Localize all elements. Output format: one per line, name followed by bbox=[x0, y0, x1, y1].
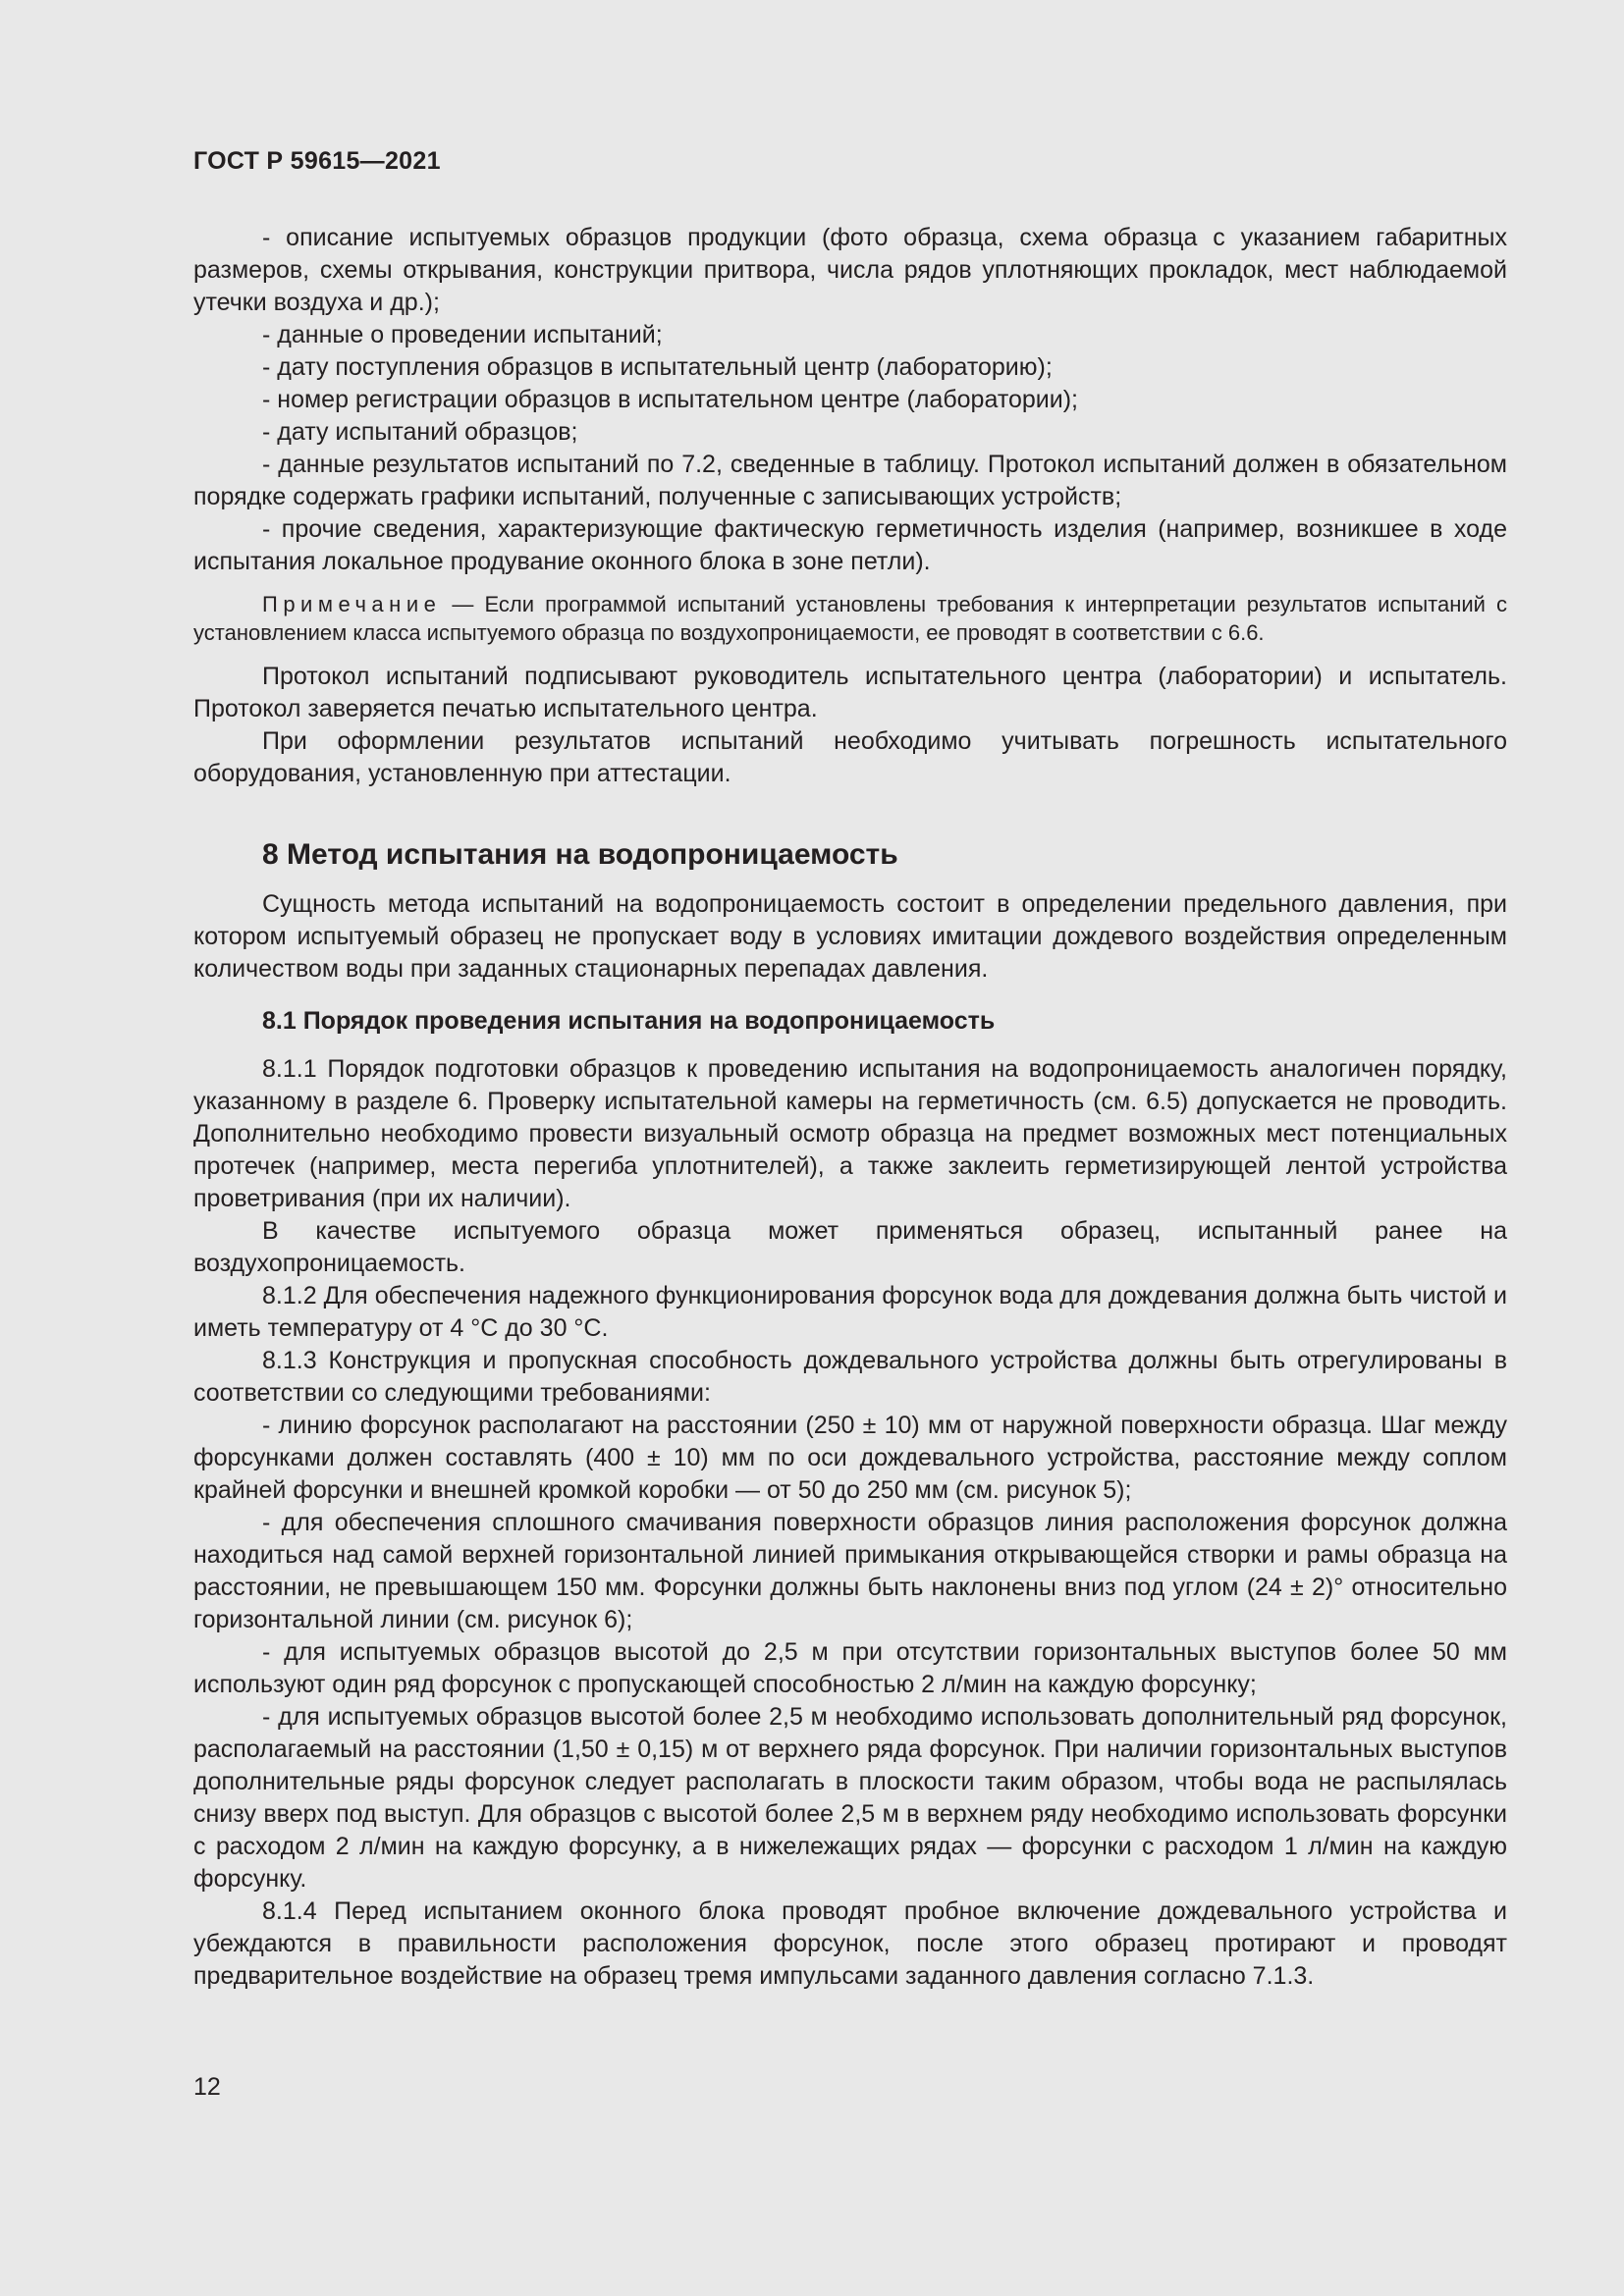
report-contents-list bbox=[193, 222, 1507, 578]
document-body bbox=[193, 222, 1507, 1993]
list-item: - описание испытуемых образцов продукции (фото образца, схема образца с указанием габаритных размеров, схемы открывания, конструкции притвора, числа рядов уплотняющих прокладок, мест наблюдаемой утечки воздуха и др.); bbox=[193, 224, 1507, 316]
page-number: 12 bbox=[193, 2073, 221, 2101]
protocol-paragraph: При оформлении результатов испытаний необходимо учитывать погрешность испытательного оборудования, установленную при аттестации. bbox=[193, 727, 1507, 787]
list-item: - дату поступления образцов в испытательный центр (лабораторию); bbox=[262, 353, 1053, 381]
clause-8-1-3-item: - для обеспечения сплошного смачивания поверхности образцов линия расположения форсунок должна находиться над самой верхней горизонтальной линией примыкания открывающейся створки и рамы образца на расстоянии, не превышающем 150 мм. Форсунки должны быть наклонены вниз под углом (24 ± 2)° относительно горизонтальной линии (см. рисунок 6); bbox=[193, 1509, 1507, 1633]
section-8-title: 8 Метод испытания на водопроницаемость bbox=[262, 838, 898, 871]
clause-8-1-3: 8.1.3 Конструкция и пропускная способность дождевального устройства должны быть отрегулированы в соответствии со следующими требованиями: bbox=[193, 1347, 1507, 1407]
note-text: — Если программой испытаний установлены требования к интерпретации результатов испытаний с установлением класса испытуемого образца по воздухопроницаемости, ее проводят в соответствии с 6.6. bbox=[193, 592, 1507, 645]
note-paragraph bbox=[193, 590, 1507, 647]
subsection-8-1-title: 8.1 Порядок проведения испытания на водопроницаемость bbox=[262, 1007, 996, 1035]
clause-8-1-4: 8.1.4 Перед испытанием оконного блока проводят пробное включение дождевального устройства и убеждаются в правильности расположения форсунок, после этого образец протирают и проводят предварительное воздействие на образец тремя импульсами заданного давления согласно 7.1.3. bbox=[193, 1897, 1507, 1990]
section-8-intro: Сущность метода испытаний на водопроницаемость состоит в определении предельного давления, при котором испытуемый образец не пропускает воду в условиях имитации дождевого воздействия определенным количеством воды при заданных стационарных перепадах давления. bbox=[193, 890, 1507, 983]
note-label: Примечание bbox=[262, 592, 442, 616]
clause-8-1-1: 8.1.1 Порядок подготовки образцов к проведению испытания на водопроницаемость аналогичен порядку, указанному в разделе 6. Проверку испытательной камеры на герметичность (см. 6.5) допускается не проводить. Дополнительно необходимо провести визуальный осмотр образца на предмет возможных мест потенциальных протечек (например, места перегиба уплотнителей), а также заклеить герметизирующей лентой устройства проветривания (при их наличии). bbox=[193, 1055, 1507, 1212]
list-item: - прочие сведения, характеризующие фактическую герметичность изделия (например, возникшее в ходе испытания локальное продувание оконного блока в зоне петли). bbox=[193, 515, 1507, 575]
clause-8-1-2: 8.1.2 Для обеспечения надежного функционирования форсунок вода для дождевания должна быть чистой и иметь температуру от 4 °C до 30 °C. bbox=[193, 1282, 1507, 1342]
protocol-paragraph: Протокол испытаний подписывают руководитель испытательного центра (лаборатории) и испытатель. Протокол заверяется печатью испытательного центра. bbox=[193, 663, 1507, 722]
list-item: - данные о проведении испытаний; bbox=[262, 321, 663, 348]
document-code-header: ГОСТ Р 59615—2021 bbox=[193, 147, 441, 175]
clause-8-1-1-sample: В качестве испытуемого образца может применяться образец, испытанный ранее на воздухопроницаемость. bbox=[193, 1217, 1507, 1277]
list-item: - номер регистрации образцов в испытательном центре (лаборатории); bbox=[262, 386, 1078, 413]
list-item: - данные результатов испытаний по 7.2, сведенные в таблицу. Протокол испытаний должен в обязательном порядке содержать графики испытаний, полученные с записывающих устройств; bbox=[193, 451, 1507, 510]
clause-8-1-3-item: - для испытуемых образцов высотой до 2,5 м при отсутствии горизонтальных выступов более 50 мм используют один ряд форсунок с пропускающей способностью 2 л/мин на каждую форсунку; bbox=[193, 1638, 1507, 1698]
list-item: - дату испытаний образцов; bbox=[262, 418, 578, 446]
clause-8-1-3-item: - для испытуемых образцов высотой более 2,5 м необходимо использовать дополнительный ряд форсунок, располагаемый на расстоянии (1,50 ± 0,15) м от верхнего ряда форсунок. При наличии горизонтальных выступов дополнительные ряды форсунок следует располагать в плоскости таким образом, чтобы вода не распылялась снизу вверх под выступ. Для образцов с высотой более 2,5 м в верхнем ряду необходимо использовать форсунки с расходом 2 л/мин на каждую форсунку, а в нижележащих рядах — форсунки с расходом 1 л/мин на каждую форсунку. bbox=[193, 1703, 1507, 1893]
clause-8-1-3-item: - линию форсунок располагают на расстоянии (250 ± 10) мм от наружной поверхности образца. Шаг между форсунками должен составлять (400 ± 10) мм по оси дождевального устройства, расстояние между соплом крайней форсунки и внешней кромкой коробки — от 50 до 250 мм (см. рисунок 5); bbox=[193, 1412, 1507, 1504]
